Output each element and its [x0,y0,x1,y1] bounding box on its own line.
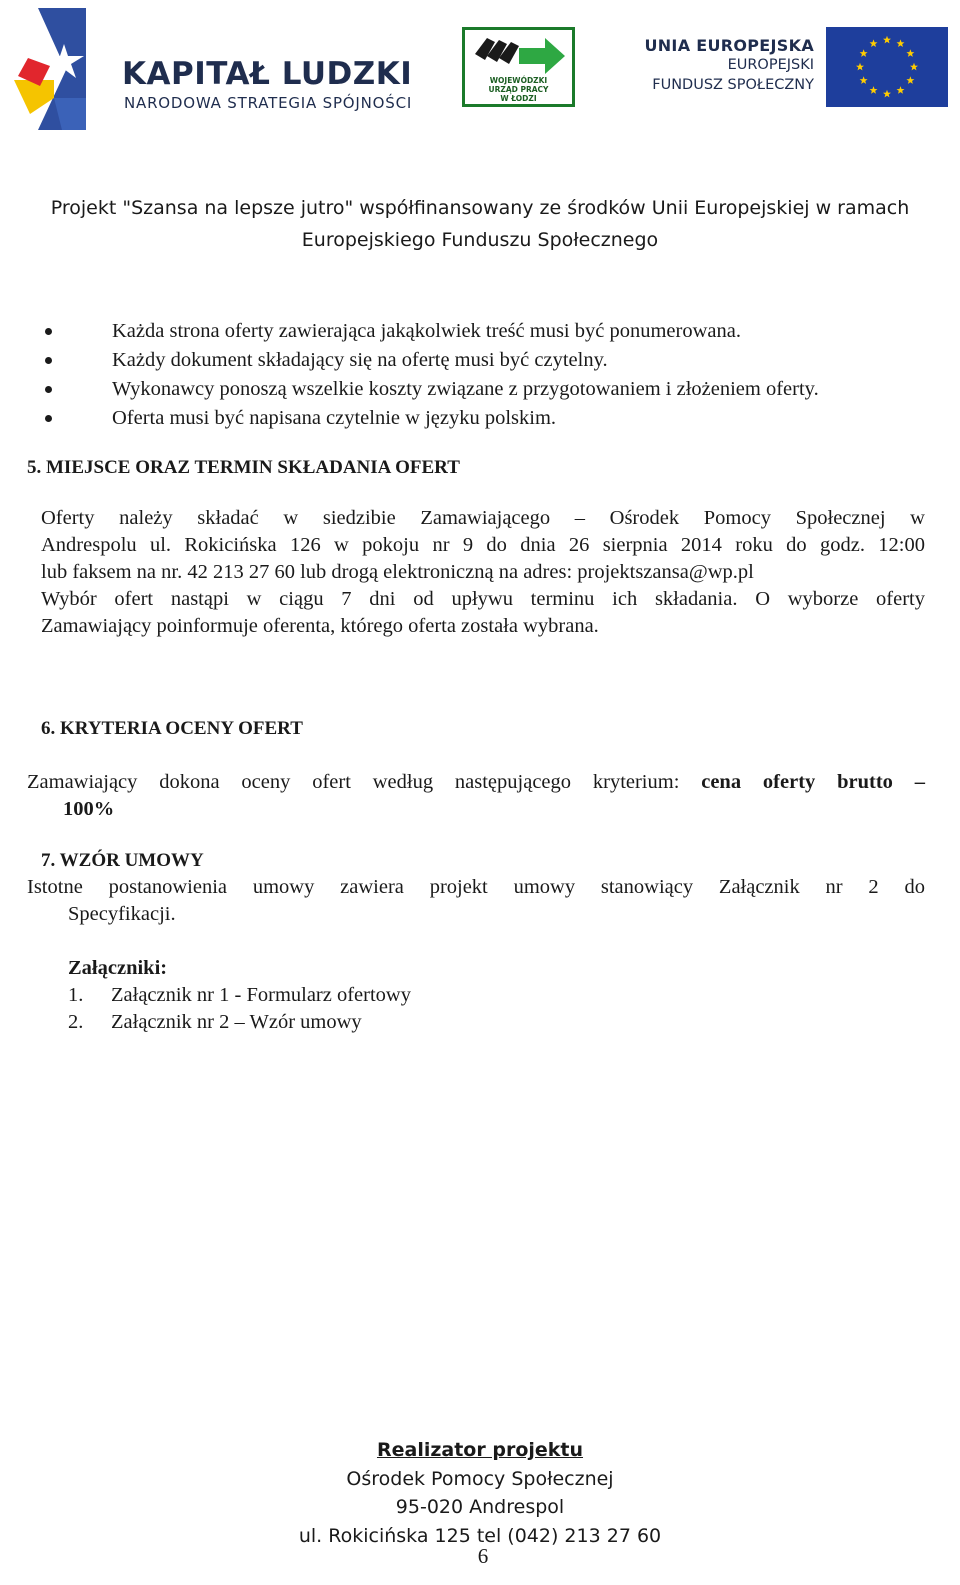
attachment-label: Załącznik nr 2 – Wzór umowy [111,1011,362,1033]
attachments-list [68,982,411,1036]
wup-line-3: W ŁODZI [500,94,537,103]
section-6-criterion: cena oferty brutto – [701,771,925,793]
eu-title: UNIA EUROPEJSKA [644,36,814,55]
list-item [40,346,940,375]
eu-flag-icon [826,27,948,107]
list-item [68,982,411,1009]
bullet-icon [45,386,52,393]
wup-arrow-icon [467,32,570,76]
section-6-line [27,796,925,823]
bullet-icon [45,328,52,335]
project-header-line-2: Europejskiego Funduszu Społecznego [301,229,659,251]
list-item-text: Każda strona oferty zawierająca jakąkolwiek treść musi być ponumerowana. [112,320,741,342]
page-number: 6 [477,1544,489,1568]
list-item [40,404,940,433]
section-7-line: Specyfikacji. [68,903,176,925]
wup-line-2: URZĄD PRACY [488,85,549,94]
eu-line-1: EUROPEJSKI [727,57,814,73]
kapital-ludzki-title: KAPITAŁ LUDZKI [122,56,413,92]
list-item [68,1009,411,1036]
wup-text [465,76,572,103]
section-5-heading: 5. MIEJSCE ORAZ TERMIN SKŁADANIA OFERT [27,457,460,478]
kapital-ludzki-subtitle: NARODOWA STRATEGIA SPÓJNOŚCI [124,94,413,112]
section-6-body [27,769,925,823]
list-item [40,317,940,346]
section-6-weight: 100% [63,798,115,820]
eu-line-2: FUNDUSZ SPOŁECZNY [652,77,814,93]
eu-text-logo [634,36,814,95]
section-6-text: Zamawiający dokona oceny ofert według następującego kryterium: [27,771,702,793]
footer-line-2: 95-020 Andrespol [395,1496,565,1518]
section-7-line: Istotne postanowienia umowy zawiera projekt umowy stanowiący Załącznik nr 2 do [27,876,925,898]
section-5-body [41,505,925,640]
list-item [40,375,940,404]
list-item-text: Każdy dokument składający się na ofertę musi być czytelny. [112,349,608,371]
wup-logo [462,27,575,107]
section-5-line: Andrespolu ul. Rokicińska 126 w pokoju nr 9 do dnia 26 sierpnia 2014 roku do godz. 12:00 [41,534,925,556]
footer-title: Realizator projektu [376,1439,584,1461]
section-5-line: Wybór ofert nastąpi w ciągu 7 dni od upływu terminu ich składania. O wyborze oferty [41,588,925,610]
bullet-icon [45,357,52,364]
header-logos [0,0,960,140]
project-header [0,192,960,256]
project-header-line-1: Projekt "Szansa na lepsze jutro" współfinansowany ze środków Unii Europejskiej w ramach [50,197,910,219]
requirements-list [40,317,940,433]
wup-line-1: WOJEWÓDZKI [489,76,548,85]
footer-line-1: Ośrodek Pomocy Społecznej [346,1467,614,1490]
bullet-icon [45,415,52,422]
section-5-line: Oferty należy składać w siedzibie Zamawiającego – Ośrodek Pomocy Społecznej w [41,507,925,529]
footer-line-3: ul. Rokicińska 125 tel (042) 213 27 60 [298,1524,662,1547]
footer [0,1436,960,1550]
attachment-number: 1. [68,984,84,1006]
kapital-ludzki-emblem-icon [10,6,110,134]
attachment-number: 2. [68,1011,84,1033]
section-6-line [27,769,925,796]
section-7-heading: 7. WZÓR UMOWY [41,850,204,871]
kapital-ludzki-logo [10,6,430,134]
attachment-label: Załącznik nr 1 - Formularz ofertowy [111,984,411,1006]
attachments-title: Załączniki: [68,957,168,979]
list-item-text: Oferta musi być napisana czytelnie w języku polskim. [112,407,557,429]
section-5-line: Zamawiający poinformuje oferenta, którego oferta została wybrana. [41,615,599,637]
list-item-text: Wykonawcy ponoszą wszelkie koszty związane z przygotowaniem i złożeniem oferty. [112,378,819,400]
section-6-heading: 6. KRYTERIA OCENY OFERT [41,718,303,739]
section-7-body [27,874,925,928]
section-5-line: lub faksem na nr. 42 213 27 60 lub drogą elektroniczną na adres: projektszansa@wp.pl [41,561,754,583]
